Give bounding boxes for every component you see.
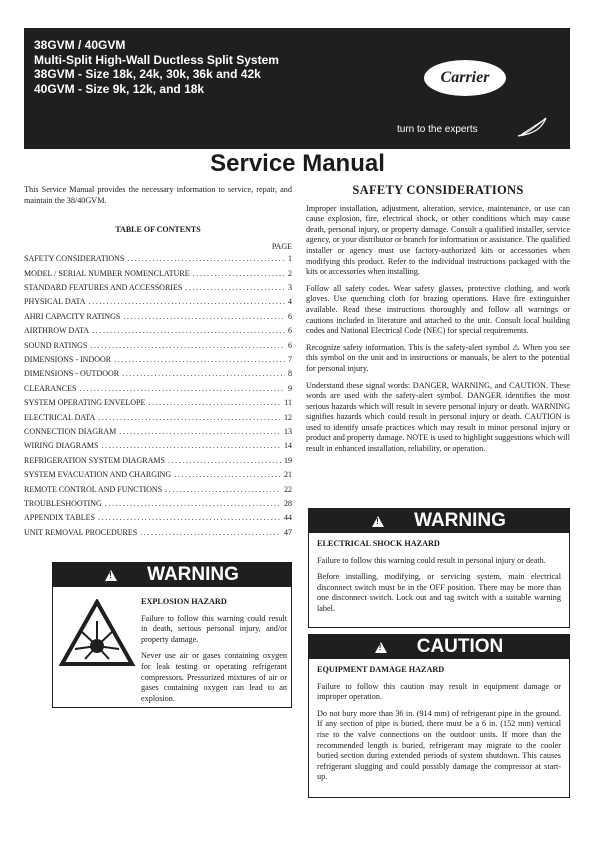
warning-label: WARNING bbox=[414, 510, 506, 531]
toc-entry[interactable] bbox=[24, 454, 292, 468]
hazard-heading: ELECTRICAL SHOCK HAZARD bbox=[317, 539, 440, 548]
toc-entry[interactable] bbox=[24, 382, 292, 396]
toc-heading: TABLE OF CONTENTS bbox=[115, 225, 201, 235]
alert-triangle-icon bbox=[372, 516, 384, 527]
toc-entry[interactable] bbox=[24, 483, 292, 497]
toc-entry-page: 14 bbox=[284, 441, 292, 451]
toc-entry[interactable] bbox=[24, 267, 292, 281]
toc-entry[interactable] bbox=[24, 296, 292, 310]
toc-entry[interactable] bbox=[24, 353, 292, 367]
warning-header bbox=[53, 563, 291, 587]
toc-entry-label: SYSTEM EVACUATION AND CHARGING bbox=[24, 470, 172, 480]
toc-entry-page: 3 bbox=[288, 283, 292, 293]
header-banner bbox=[24, 28, 570, 149]
alert-triangle-icon bbox=[375, 642, 387, 653]
safety-paragraph: Recognize safety information. This is the safety-alert symbol ⚠ When you see this symbol on the unit and in instructions or manuals, be alert to the potential for personal injury. bbox=[306, 342, 570, 373]
toc-entry-label: STANDARD FEATURES AND ACCESSORIES bbox=[24, 283, 183, 293]
explosion-warning-box bbox=[52, 562, 292, 708]
toc-entry-page: 6 bbox=[288, 340, 292, 350]
toc-entry[interactable] bbox=[24, 368, 292, 382]
explosion-hazard-icon bbox=[59, 599, 135, 667]
toc-entry[interactable] bbox=[24, 497, 292, 511]
toc-entry-page: 9 bbox=[288, 383, 292, 393]
toc-list bbox=[24, 252, 292, 540]
carrier-logo bbox=[424, 60, 506, 96]
toc-entry[interactable] bbox=[24, 339, 292, 353]
warning-header bbox=[309, 509, 569, 533]
toc-entry-label: UNIT REMOVAL PROCEDURES bbox=[24, 527, 138, 537]
toc-entry-page: 7 bbox=[288, 355, 292, 364]
warning-body bbox=[309, 533, 569, 627]
toc-entry[interactable] bbox=[24, 526, 292, 540]
toc-entry[interactable] bbox=[24, 396, 292, 410]
toc-entry[interactable] bbox=[24, 252, 292, 266]
hazard-heading: EQUIPMENT DAMAGE HAZARD bbox=[317, 665, 445, 674]
toc-entry-page: 44 bbox=[284, 513, 292, 523]
safety-paragraph: Follow all safety codes. Wear safety glasses, protective clothing, and work gloves. Use quenching cloth for brazing operations. Have fire extinguisher available. Read these instructions thoroughly and follow all warnings or cautions included in literature and attached to the unit. Consult local building codes and National Electrical Code (NEC) for special requirements. bbox=[306, 283, 570, 336]
toc-entry-label: SYSTEM OPERATING ENVELOPE bbox=[24, 398, 146, 408]
model-title bbox=[34, 38, 279, 96]
warning-text: Never use air or gases containing oxygen for leak testing or operating refrigerant compressors. Pressurized mixtures of air or gases containing oxygen can lead to an explosion. bbox=[141, 651, 287, 703]
toc-entry-page: 11 bbox=[284, 398, 292, 408]
toc-entry[interactable] bbox=[24, 468, 292, 482]
toc-entry[interactable] bbox=[24, 511, 292, 525]
warning-text: Failure to follow this warning could result in death, serious personal injury, and/or property damage. bbox=[141, 613, 287, 644]
warning-text: Failure to follow this warning could result in personal injury or death. bbox=[317, 555, 546, 565]
toc-entry-label: REMOTE CONTROL AND FUNCTIONS bbox=[24, 484, 163, 494]
caution-body bbox=[309, 659, 569, 795]
toc-entry-page: 12 bbox=[284, 412, 292, 422]
toc-entry-page: 1 bbox=[288, 254, 292, 264]
toc-entry-label: CLEARANCES bbox=[24, 383, 77, 393]
toc-entry-page: 21 bbox=[284, 470, 292, 480]
toc-entry-page: 13 bbox=[284, 426, 292, 436]
toc-entry[interactable] bbox=[24, 425, 292, 439]
model-line: 40GVM - Size 9k, 12k, and 18k bbox=[34, 81, 205, 96]
tagline: turn to the experts bbox=[397, 124, 478, 135]
brand-name: Carrier bbox=[440, 69, 490, 86]
toc-entry-label: DIMENSIONS - INDOOR bbox=[24, 355, 112, 364]
toc-entry-label: CONNECTION DIAGRAM bbox=[24, 426, 117, 436]
warning-label: WARNING bbox=[147, 564, 239, 585]
toc-entry[interactable] bbox=[24, 324, 292, 338]
warning-body bbox=[137, 591, 291, 716]
caution-label: CAUTION bbox=[416, 636, 504, 657]
toc-entry-label: PHYSICAL DATA bbox=[24, 297, 86, 307]
toc-entry-page: 6 bbox=[288, 326, 292, 336]
toc-entry[interactable] bbox=[24, 281, 292, 295]
toc-entry-label: SAFETY CONSIDERATIONS bbox=[24, 254, 125, 264]
caution-text: Failure to follow this caution may result in equipment damage or improper operation. bbox=[317, 681, 561, 702]
toc-entry[interactable] bbox=[24, 439, 292, 453]
caution-box bbox=[308, 634, 570, 798]
caution-header bbox=[309, 635, 569, 659]
toc-entry-label: WIRING DIAGRAMS bbox=[24, 441, 99, 451]
left-column bbox=[24, 185, 292, 540]
toc-entry-page: 28 bbox=[284, 498, 292, 508]
model-line: 38GVM - Size 18k, 24k, 30k, 36k and 42k bbox=[34, 67, 261, 81]
document-title: Service Manual bbox=[210, 150, 385, 177]
toc-entry-label: APPENDIX TABLES bbox=[24, 513, 95, 523]
toc-entry-label: DIMENSIONS - OUTDOOR bbox=[24, 369, 120, 379]
toc-entry[interactable] bbox=[24, 411, 292, 425]
toc-entry[interactable] bbox=[24, 310, 292, 324]
electrical-warning-box bbox=[308, 508, 570, 628]
toc-entry-page: 8 bbox=[288, 369, 292, 379]
toc-entry-page: 47 bbox=[284, 527, 292, 537]
toc-entry-page: 4 bbox=[288, 297, 292, 307]
warning-text: Before installing, modifying, or servicing system, main electrical disconnect switch must be in the OFF position. There may be more than one disconnect switch. Lock out and tag switch with a suitable warning label. bbox=[317, 572, 561, 613]
toc-entry-label: REFRIGERATION SYSTEM DIAGRAMS bbox=[24, 455, 165, 465]
intro-text: This Service Manual provides the necessary information to service, repair, and maintain the 38/40GVM. bbox=[24, 185, 292, 205]
right-column bbox=[306, 185, 570, 461]
alert-triangle-icon bbox=[105, 570, 117, 581]
safety-paragraph: Improper installation, adjustment, alteration, service, maintenance, or use can cause explosion, fire, electrical shock, or other conditions which may cause death, personal injury, or property damage. Consult a qualified installer, service agency, or your distributor or branch for information or assistance. The qualified installer or agency must use factory-authorized kits or accessories when modifying this product. Refer to the individual instructions packaged with the kits or accessories when installing. bbox=[306, 203, 570, 277]
toc-entry-label: AHRI CAPACITY RATINGS bbox=[24, 311, 121, 321]
toc-entry-label: TROUBLESHOOTING bbox=[24, 498, 102, 508]
toc-entry-page: 19 bbox=[284, 455, 292, 465]
model-line: 38GVM / 40GVM bbox=[34, 38, 126, 52]
leaf-icon bbox=[516, 116, 550, 138]
model-line: Multi-Split High-Wall Ductless Split System bbox=[34, 52, 279, 67]
toc-entry-label: AIRTHROW DATA bbox=[24, 326, 90, 336]
toc-page-label: PAGE bbox=[271, 241, 292, 251]
toc-entry-label: MODEL / SERIAL NUMBER NOMENCLATURE bbox=[24, 268, 190, 278]
toc-entry-label: ELECTRICAL DATA bbox=[24, 412, 96, 422]
toc-entry-page: 2 bbox=[288, 268, 292, 278]
toc-entry-label: SOUND RATINGS bbox=[24, 340, 88, 350]
safety-paragraph: Understand these signal words: DANGER, WARNING, and CAUTION. These words are used with the safety-alert symbol. DANGER identifies the most serious hazards which will result in severe personal injury or death. WARNING signifies hazards which could result in personal injury or death. CAUTION is used to identify unsafe practices which may result in minor personal injury or product and property damage. NOTE is used to highlight suggestions which will result in enhanced installation, reliability, or operation. bbox=[306, 380, 570, 454]
toc-entry-page: 22 bbox=[284, 484, 292, 494]
caution-text: Do not bury more than 36 in. (914 mm) of refrigerant pipe in the ground. If any section of pipe is buried, there must be a 6 in. (152 mm) vertical rise to the valve connections on the outdoor units. If more than the recommended length is buried, refrigerant may migrate to the cooler buried section during extended periods of system shutdown. This causes refrigerant slugging and could possibly damage the compressor at start-up. bbox=[317, 708, 561, 782]
toc-entry-page: 6 bbox=[288, 311, 292, 321]
safety-heading: SAFETY CONSIDERATIONS bbox=[352, 183, 524, 197]
hazard-heading: EXPLOSION HAZARD bbox=[141, 597, 227, 606]
